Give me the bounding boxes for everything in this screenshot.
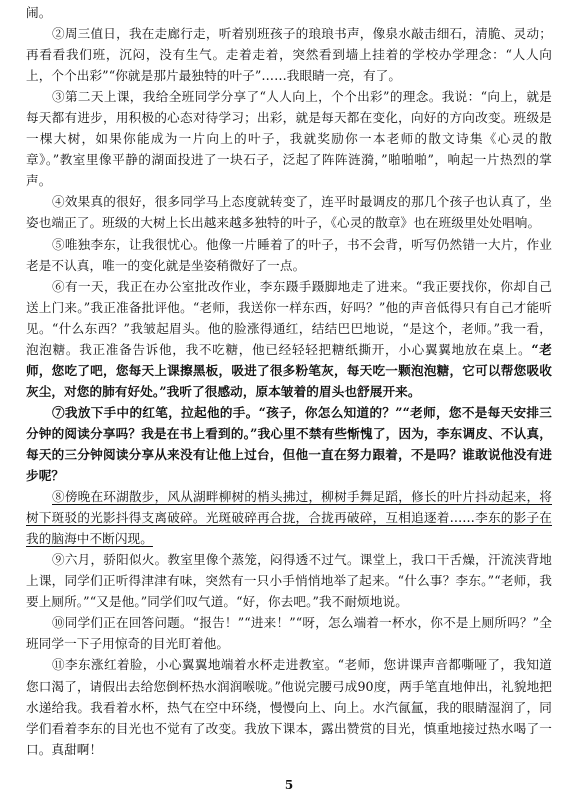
paragraph-6-text: ⑥有一天，我正在办公室批改作业，李东蹑手蹑脚地走了进来。“我正要找你，你却自己送上门来。”我正准备批评他。“老师，我送你一样东西，好吗？”他的声音低得只有自己才能听见。“什么东西？”我皱起眉头。他的脸涨得通红，结结巴巴地说，“是这个，老师。”我一看，泡泡糖。我正准备告诉他，我不吃糖，他已经轻轻把糖纸撕开，小心翼翼地放在桌上。 [26,278,552,357]
paragraph-5: ⑤唯独李东，让我很忧心。他像一片睡着了的叶子，书不会背，听写仍然错一大片，作业老是不认真，唯一的变化就是坐姿稍微好了一点。 [26,236,552,273]
paragraph-4: ④效果真的很好，很多同学马上态度就转变了，连平时最调皮的那几个孩子也认真了，坐姿也端正了。班级的大树上长出越来越多独特的叶子，《心灵的散章》也在班级里处处唱响。 [26,194,552,231]
paragraph-6 [26,276,552,402]
article-body [26,2,552,760]
paragraph-closing-fragment: 闹。 [26,5,52,20]
page-number: 5 [284,778,294,792]
paragraph-11: ⑪李东涨红着脸，小心翼翼地端着水杯走进教室。“老师，您讲课声音都嘶哑了，我知道您口渴了，请假出去给您倒杯热水润润喉咙。”他说完腰弓成90度，两手笔直地伸出，礼貌地把水递给我。我看着水杯，热气在空中环绕，慢慢向上、向上。水汽氤氲，我的眼睛湿润了，同学们看着李东的目光也不觉有了改变。我放下课本，露出赞赏的目光，慎重地接过热水喝了一口。真甜啊！ [26,657,552,757]
paragraph-9: ⑨六月，骄阳似火。教室里像个蒸笼，闷得透不过气。课堂上，我口干舌燥，汗流浃背地上课，同学们正听得津津有味，突然有一只小手悄悄地举了起来。“什么事？李东。”“老师，我要上厕所。”“又是他。”同学们叹气道。“好，你去吧。”我不耐烦地说。 [26,552,552,610]
paragraph-7: ⑦我放下手中的红笔，拉起他的手。“孩子，你怎么知道的？”“老师，您不是每天安排三分钟的阅读分享吗？我是在书上看到的。”我心里不禁有些惭愧了，因为，李东调皮、不认真，每天的三分钟阅读分享从来没有让他上过台，但他一直在努力跟着，不是吗？谁敢说他没有进步呢？ [26,404,552,484]
paragraph-3: ③第二天上课，我给全班同学分享了“人人向上，个个出彩”的理念。我说：“向上，就是每天都有进步，用积极的心态对待学习；出彩，就是每天都在变化，向好的方向改变。班级是一棵大树，如果你能成为一片向上的叶子，我就奖励你一本老师的散文诗集《心灵的散章》。”教室里像平静的湖面投进了一块石子，泛起了阵阵涟漪，”啪啪啪”，响起一片热烈的掌声。 [26,89,552,189]
paragraph-6-bold-quote: “老师，您吃了吧，您每天上课擦黑板，吸进了很多粉笔灰，每天吃一颗泡泡糖，它可以帮您吸收灰尘，对您的肺有好处。”我听了很感动，原本皱着的眉头也舒展开来。 [26,341,552,399]
paragraph-2: ②周三值日，我在走廊行走，听着别班孩子的琅琅书声，像泉水敲击细石，清脆、灵动；再看看我们班，沉闷，没有生气。走着走着，突然看到墙上挂着的学校办学理念：“人人向上，个个出彩”“你就是那片最独特的叶子”……我眼睛一亮，有了。 [26,26,552,84]
paragraph-8-underlined: ⑧傍晚在环湖散步，风从湖畔柳树的梢头拂过，柳树手舞足蹈，修长的叶片抖动起来，将树下斑驳的光影抖得支离破碎。光斑破碎再合拢，合拢再破碎，互相追逐着……李东的影子在我的脑海中不断闪现。 [26,489,552,547]
paragraph-10: ⑩同学们正在回答问题。“报告！”“进来！”“呀，怎么端着一杯水，你不是上厕所吗？”全班同学一下子用惊奇的目光盯着他。 [26,615,552,652]
